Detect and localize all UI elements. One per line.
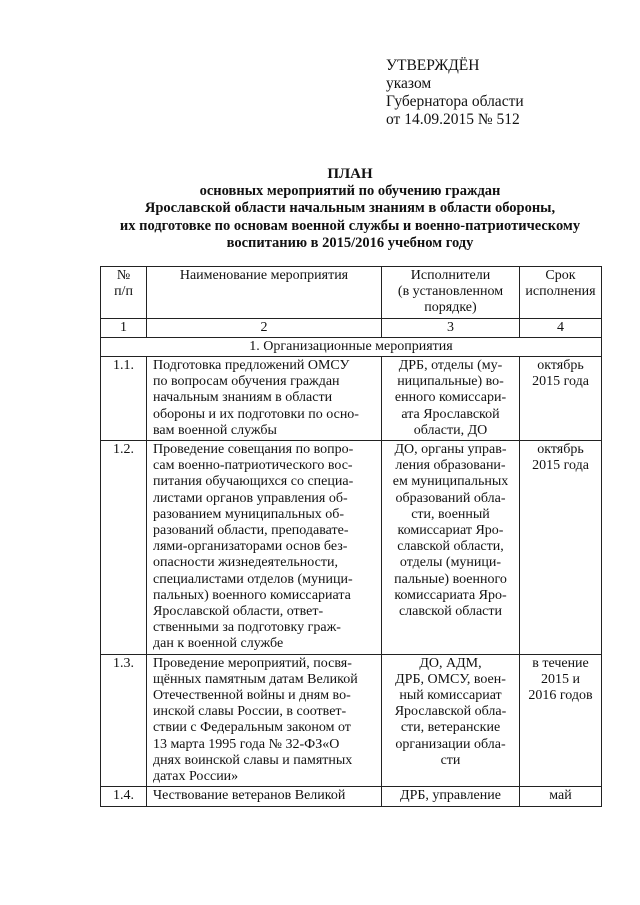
deadline-line: 2016 годов: [528, 688, 593, 704]
approval-line: Губернатора области: [386, 93, 524, 110]
title-line: их подготовке по основам военной службы и военно-патриотическому: [119, 217, 581, 234]
table-row: [101, 441, 602, 655]
deadline-line: май: [549, 788, 572, 804]
table-row: [101, 357, 602, 441]
executors-line: отделы (муници-: [399, 555, 502, 571]
header-exec: Исполнители (в установленном порядке): [382, 267, 520, 319]
activity-name: [147, 654, 382, 787]
activity-name-line: дан к военной службе: [153, 636, 284, 652]
activity-name: [147, 357, 382, 441]
approval-line: УТВЕРЖДЁН: [386, 57, 480, 74]
executors-line: ный комиссариат: [399, 688, 502, 704]
table-header-row: [101, 267, 602, 319]
document-title: [100, 166, 600, 252]
executors: [382, 787, 520, 806]
activity-name-line: разований области, преподавате-: [153, 523, 349, 539]
column-index: 1: [101, 318, 147, 337]
row-number-line: 1.3.: [113, 655, 134, 671]
row-number: [101, 787, 147, 806]
executors-line: комиссариата Яро-: [394, 587, 507, 603]
title-line: воспитанию в 2015/2016 учебном году: [226, 234, 474, 251]
activity-name-line: разованием муниципальных об-: [153, 506, 345, 522]
executors-line: Ярославской обла-: [394, 704, 507, 720]
activity-name-line: инской славы России, в соответ-: [153, 704, 347, 720]
activity-name-line: 13 марта 1995 года № 32-ФЗ«О: [153, 736, 340, 752]
activity-name-line: ственными за подготовку граж-: [153, 620, 341, 636]
approval-line: от 14.09.2015 № 512: [386, 111, 520, 128]
activity-name-line: опасности жизнедеятельности,: [153, 555, 338, 571]
activity-name-line: Проведение совещания по вопро-: [153, 442, 354, 458]
executors-line: области, ДО: [413, 422, 488, 438]
deadline-line: 2015 и: [541, 671, 580, 687]
title-line: Ярославской области начальным знаниям в области обороны,: [144, 200, 556, 217]
approval-line: указом: [386, 75, 432, 92]
table-row: [101, 787, 602, 806]
row-number: [101, 654, 147, 787]
activity-name: [147, 787, 382, 806]
column-index-row: [101, 318, 602, 337]
activity-name-line: щённых памятным датам Великой: [153, 671, 358, 687]
executors: [382, 441, 520, 655]
executors-line: сти, ветеранские: [400, 720, 501, 736]
executors-line: пальные) военного: [394, 571, 507, 587]
title-heading: ПЛАН: [327, 166, 373, 182]
executors: [382, 654, 520, 787]
executors-line: комиссариат Яро-: [397, 523, 504, 539]
activity-name-line: Ярославской области, ответ-: [153, 604, 324, 620]
activity-name-line: по вопросам обучения граждан: [153, 374, 340, 390]
row-number: [101, 441, 147, 655]
activity-name-line: днях воинской славы и памятных: [153, 752, 353, 768]
executors-line: ления образовани-: [395, 458, 506, 474]
executors-line: сти, военный: [411, 506, 490, 522]
row-number-line: 1.1.: [113, 358, 134, 374]
title-line: основных мероприятий по обучению граждан: [199, 183, 501, 200]
executors-line: ДО, АДМ,: [419, 655, 482, 671]
header-num: № п/п: [101, 267, 147, 319]
executors-line: ДРБ, управление: [400, 788, 501, 804]
deadline: [520, 441, 602, 655]
activity-name-line: специалистами отделов (муници-: [153, 571, 353, 587]
header-term: Срок исполнения: [520, 267, 602, 319]
deadline-line: октябрь: [537, 442, 584, 458]
deadline-line: 2015 года: [532, 374, 589, 390]
executors-line: образований обла-: [395, 490, 506, 506]
deadline-line: 2015 года: [532, 458, 589, 474]
activity-name-line: ствии с Федеральным законом от: [153, 720, 351, 736]
activity-name-line: Подготовка предложений ОМСУ: [153, 358, 350, 374]
column-index: 3: [382, 318, 520, 337]
executors-line: ем муниципальных: [392, 474, 509, 490]
deadline: [520, 357, 602, 441]
activity-name-line: датах России»: [153, 769, 239, 785]
deadline-line: октябрь: [537, 358, 584, 374]
activity-name-line: сам военно-патриотического вос-: [153, 458, 353, 474]
deadline: [520, 787, 602, 806]
activity-name-line: обороны и их подготовки по осно-: [153, 406, 359, 422]
deadline: [520, 654, 602, 787]
executors-line: ДО, органы управ-: [394, 442, 507, 458]
approval-stamp: [386, 57, 524, 129]
executors-line: ДРБ, отделы (му-: [398, 358, 503, 374]
section-row: [101, 337, 602, 356]
plan-table: [100, 266, 602, 807]
column-index: 4: [520, 318, 602, 337]
deadline-line: в течение: [532, 655, 589, 671]
executors-line: ДРБ, ОМСУ, воен-: [395, 671, 506, 687]
executors-line: славской области: [398, 604, 503, 620]
executors-line: енного комиссари-: [394, 390, 507, 406]
activity-name-line: листами органов управления об-: [153, 490, 348, 506]
activity-name-line: Отечественной войны и дням во-: [153, 688, 351, 704]
executors-line: организации обла-: [395, 736, 506, 752]
activity-name-line: Проведение мероприятий, посвя-: [153, 655, 352, 671]
activity-name: [147, 441, 382, 655]
row-number-line: 1.2.: [113, 442, 134, 458]
activity-name-line: вам военной службы: [153, 422, 277, 438]
row-number: [101, 357, 147, 441]
activity-name-line: питания обучающихся со специа-: [153, 474, 354, 490]
executors-line: ниципальные) во-: [397, 374, 504, 390]
row-number-line: 1.4.: [113, 788, 134, 804]
executors-line: славской области,: [397, 539, 504, 555]
column-index: 2: [147, 318, 382, 337]
header-name: Наименование мероприятия: [147, 267, 382, 319]
activity-name-line: Чествование ветеранов Великой: [153, 788, 346, 804]
table-row: [101, 654, 602, 787]
executors-line: ата Ярославской: [401, 406, 500, 422]
executors-line: сти: [440, 752, 461, 768]
activity-name-line: начальным знаниям в области: [153, 390, 333, 406]
activity-name-line: лями-организаторами основ без-: [153, 539, 348, 555]
section-title: 1. Организационные мероприятия: [101, 337, 602, 356]
executors: [382, 357, 520, 441]
activity-name-line: пальных) военного комиссариата: [153, 587, 351, 603]
